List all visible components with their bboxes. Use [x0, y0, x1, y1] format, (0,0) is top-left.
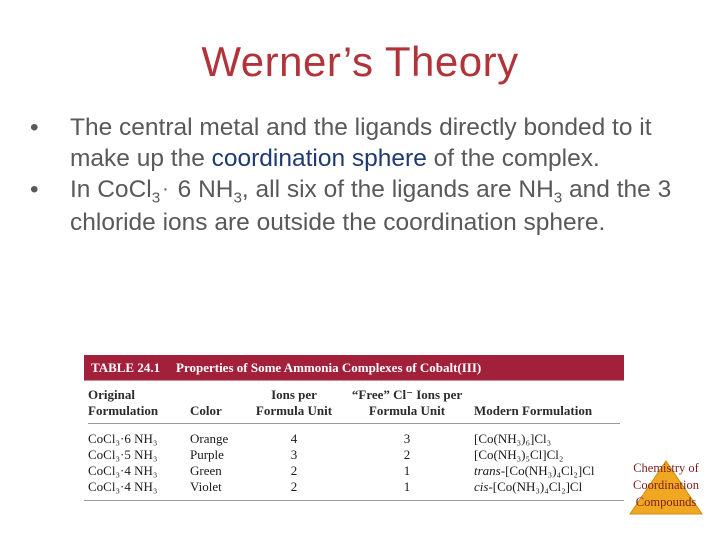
- modern-formula: [Co(NH₃)₄Cl₂]Cl: [505, 463, 595, 478]
- col-header-ions: Ions per Formula Unit: [255, 387, 333, 418]
- bullet-2-text-d: , all six of the ligands are NH: [241, 176, 554, 203]
- bullet-2-text-c: 6 NH: [170, 176, 234, 203]
- bullet-marker: •: [30, 114, 39, 141]
- cell-modern: [470, 431, 624, 447]
- table-body: [84, 381, 624, 495]
- bullet-item-2: [30, 174, 700, 238]
- bullet-2-text-b: Cl: [128, 176, 152, 203]
- col-header-original: Original Formulation: [88, 387, 159, 418]
- header-rule: [84, 419, 624, 431]
- ammonia-complexes-table: [84, 355, 624, 510]
- modern-formula: [Co(NH₃)₄Cl₂]Cl: [492, 479, 583, 494]
- subscript: 3: [553, 189, 563, 207]
- table-header-row: [84, 381, 624, 419]
- logo-line-2: Coordination: [633, 478, 699, 492]
- cell-free-cl: 2: [403, 447, 411, 462]
- table-number: TABLE 24.1: [91, 359, 161, 375]
- cell-color: Orange: [190, 431, 229, 446]
- cell-original: CoCl₃·5 NH₃: [88, 447, 158, 462]
- logo-line-1: Chemistry of: [633, 461, 699, 475]
- cell-color: Purple: [190, 447, 224, 462]
- logo-line-3: Compounds: [635, 495, 697, 509]
- table-row: [84, 431, 624, 447]
- modern-formula: [Co(NH₃)₅Cl]Cl₂: [474, 447, 564, 462]
- bullet-list: [30, 112, 700, 238]
- cell-modern: [470, 447, 624, 463]
- cell-modern: [470, 479, 624, 495]
- table-caption-bar: [84, 355, 624, 380]
- table-row: [84, 479, 624, 495]
- cell-original: CoCl₃·4 NH₃: [88, 463, 158, 478]
- bullet-item-1: [30, 112, 700, 174]
- cell-free-cl: 1: [403, 463, 411, 478]
- bullet-2-text-a: In Co: [70, 176, 129, 203]
- col-header-free-cl: “Free” Cl⁻ Ions per Formula Unit: [351, 387, 463, 418]
- cell-color: Green: [190, 463, 222, 478]
- cell-ions: 4: [290, 431, 298, 446]
- isomer-prefix: trans-: [474, 463, 506, 478]
- table-caption: Properties of Some Ammonia Complexes of Cobalt(III): [176, 359, 482, 375]
- bullet-marker: •: [30, 176, 39, 203]
- bullet-1-text: The central metal and the ligands directly bonded to it make up the: [70, 114, 652, 172]
- middle-dot: ·: [162, 178, 169, 200]
- cell-free-cl: 1: [403, 479, 411, 494]
- cell-color: Violet: [190, 479, 222, 494]
- bullet-1-text-end: of the complex.: [426, 145, 600, 172]
- cell-ions: 2: [290, 479, 298, 494]
- modern-formula: [Co(NH₃)₆]Cl₃: [474, 431, 552, 446]
- bullet-2-text-e: and the 3 chloride ions are outside the coordination sphere.: [70, 176, 672, 236]
- cell-modern: [470, 463, 624, 479]
- cell-ions: 2: [290, 463, 298, 478]
- cell-ions: 3: [290, 447, 298, 462]
- logo-text: [626, 460, 706, 511]
- table-row: [84, 447, 624, 463]
- table-row: [84, 463, 624, 479]
- cell-free-cl: 3: [403, 431, 411, 446]
- chemistry-logo: [626, 458, 706, 516]
- col-header-modern: Modern Formulation: [474, 403, 593, 418]
- slide-title: Werner’s Theory: [201, 38, 519, 85]
- cell-original: CoCl₃·6 NH₃: [88, 431, 158, 446]
- col-header-color: Color: [190, 403, 222, 418]
- isomer-prefix: cis-: [474, 479, 493, 494]
- subscript: 3: [233, 189, 242, 207]
- cell-original: CoCl₃·4 NH₃: [88, 479, 158, 494]
- table-bottom-rule: [84, 500, 624, 501]
- subscript: 3: [151, 189, 161, 207]
- coordination-sphere-term: coordination sphere: [211, 145, 427, 172]
